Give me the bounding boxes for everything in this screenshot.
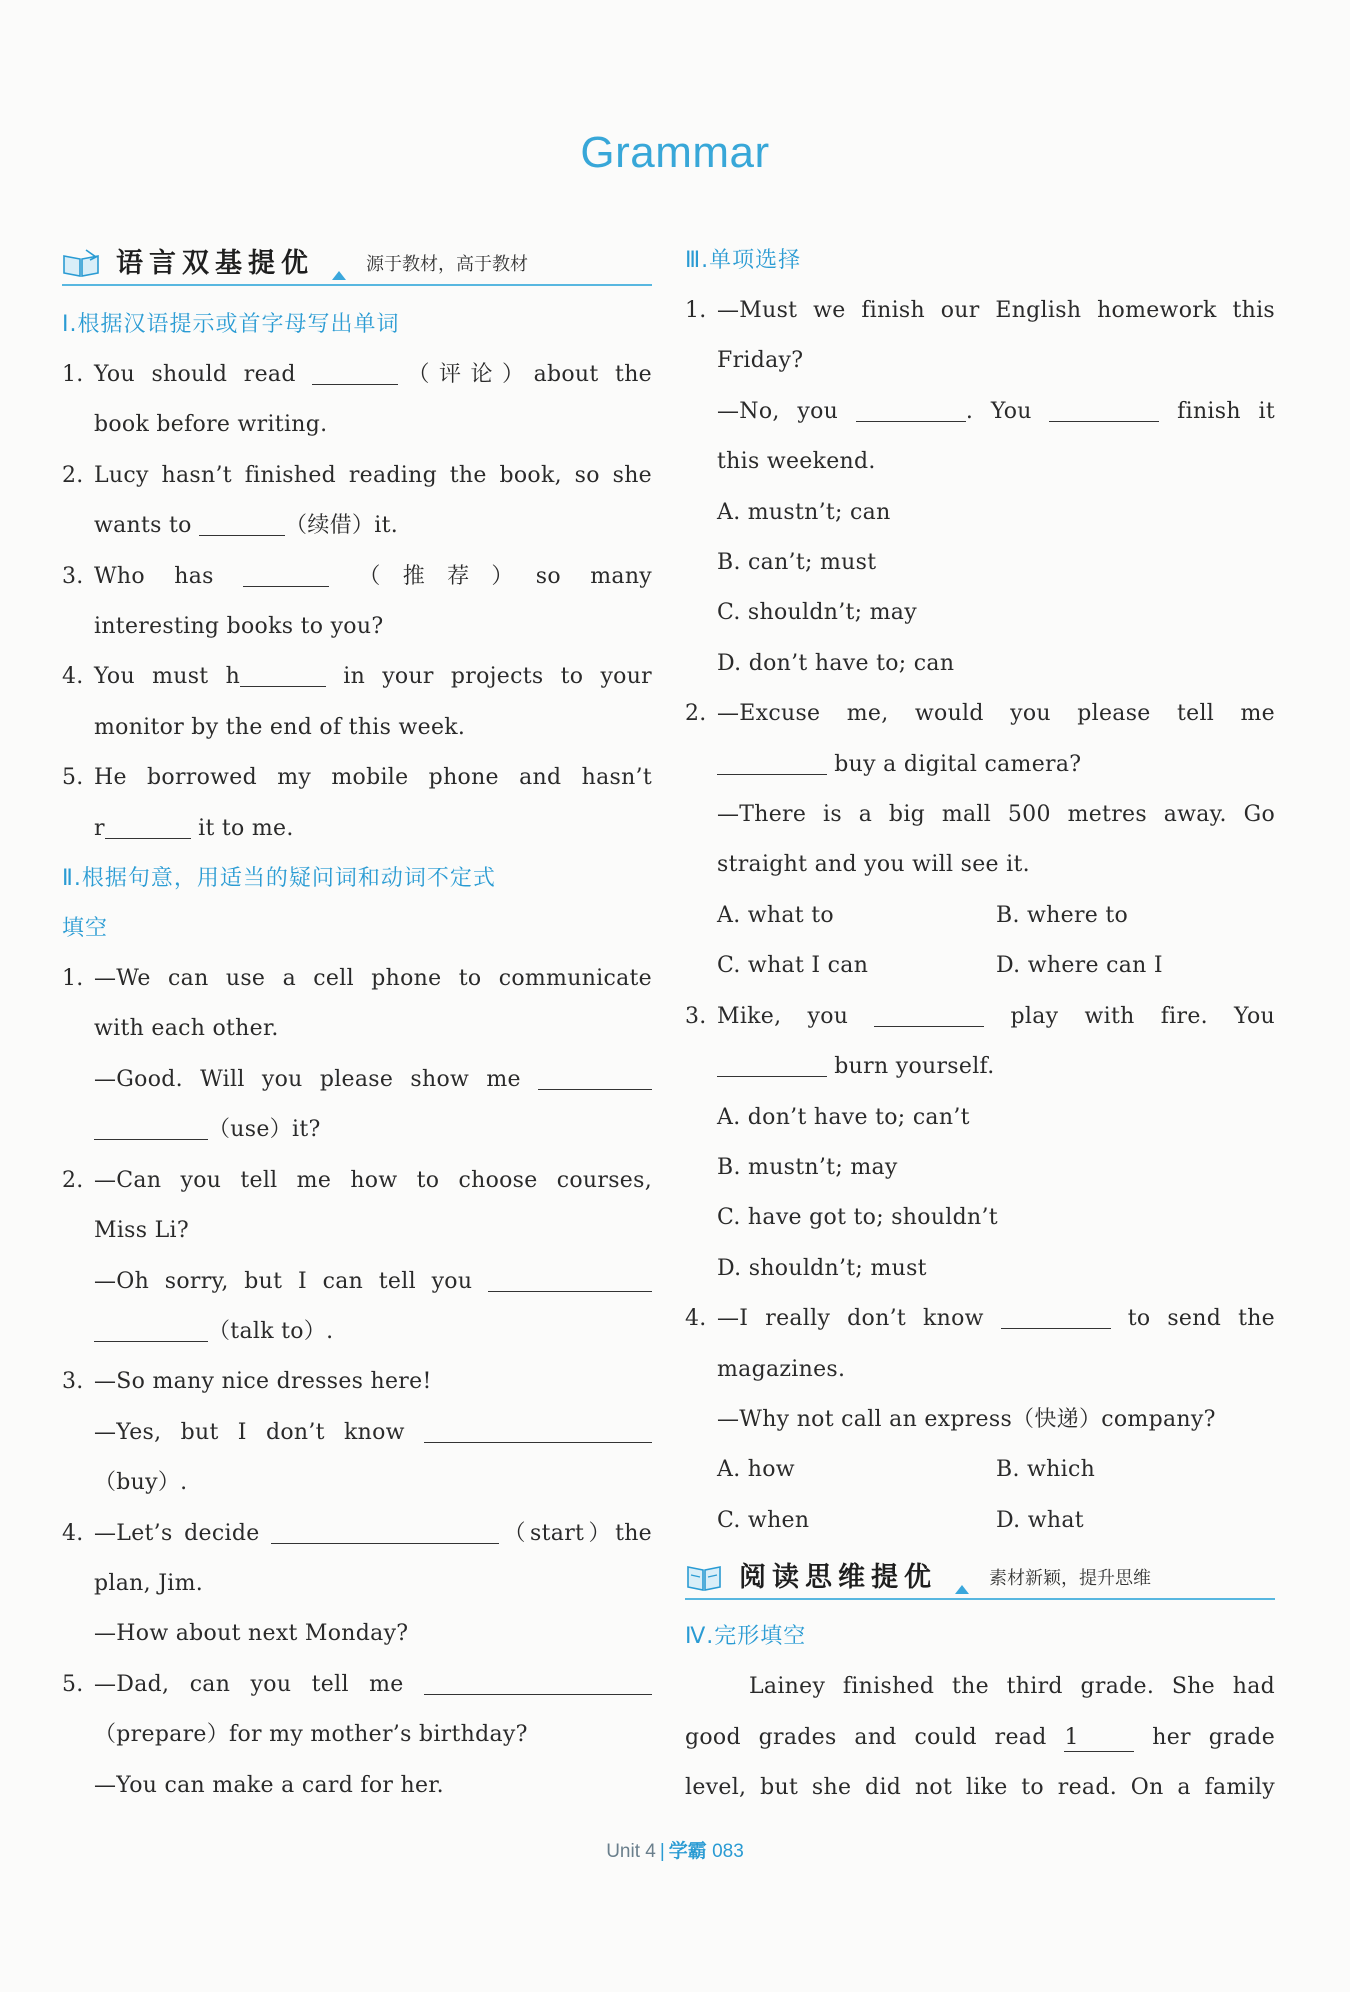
- section-heading-1: Ⅰ.根据汉语提示或首字母写出单词: [62, 312, 400, 337]
- option[interactable]: A. mustn’t; can: [717, 499, 891, 525]
- cloze-passage: Lainey finished the third grade. She had good grades and could read 1 her grade level, but she did not like to read. On a family: [685, 1674, 1276, 1800]
- exercise-2-4: 4. —Let’s decide （start）the plan, Jim. —How about next Monday?: [62, 1520, 653, 1647]
- mc-question-1: 1. —Must we finish our English homework this Friday? —No, you . You finish it this weekend. A. mustn’t; can B. can’t; must C. shouldn’t; may D. don’t have to; can: [685, 286, 1275, 689]
- answer-blank[interactable]: [243, 564, 329, 587]
- answer-blank[interactable]: [1049, 399, 1159, 422]
- option[interactable]: B. which: [996, 1457, 1096, 1483]
- option[interactable]: C. shouldn’t; may: [717, 600, 917, 626]
- answer-blank[interactable]: [1001, 1306, 1111, 1329]
- unit-label: Unit 4: [606, 1841, 656, 1862]
- triangle-marker-icon: [332, 271, 346, 280]
- answer-blank[interactable]: [488, 1269, 652, 1292]
- brand-label: 学霸: [668, 1841, 707, 1862]
- section-banner-basics: [62, 238, 652, 286]
- answer-blank[interactable]: [94, 1117, 208, 1140]
- option[interactable]: B. can’t; must: [717, 550, 877, 576]
- divider: |: [659, 1841, 665, 1862]
- exercise-1-5: 5. He borrowed my mobile phone and hasn’t r it to me.: [62, 765, 652, 841]
- option[interactable]: D. where can I: [996, 953, 1163, 979]
- section-heading-4: Ⅳ.完形填空: [685, 1624, 807, 1650]
- answer-blank[interactable]: [856, 399, 966, 422]
- mc-question-2: 2. —Excuse me, would you please tell me buy a digital camera? —There is a big mall 500 metres away. Go straight and you will see it. A. what to B. where to C. what I can D. where can I: [685, 689, 1275, 991]
- exercise-1-2: 2. Lucy hasn’t finished reading the book, so she wants to （续借）it.: [62, 462, 652, 539]
- mc-question-3: 3. Mike, you play with fire. You burn yourself. A. don’t have to; can’t B. mustn’t; may C. have got to; shouldn’t D. shouldn’t; must: [685, 992, 1275, 1294]
- option[interactable]: C. when: [717, 1507, 810, 1533]
- option[interactable]: D. shouldn’t; must: [717, 1255, 927, 1281]
- option[interactable]: B. where to: [996, 902, 1129, 928]
- answer-blank[interactable]: [199, 513, 285, 536]
- cloze-blank-1[interactable]: 1: [1064, 1725, 1134, 1752]
- answer-blank[interactable]: [105, 816, 191, 839]
- answer-blank[interactable]: [424, 1420, 652, 1443]
- page-number: 083: [712, 1841, 744, 1862]
- option[interactable]: D. what: [996, 1507, 1084, 1533]
- answer-blank[interactable]: [424, 1672, 652, 1695]
- answer-blank[interactable]: [312, 362, 398, 385]
- answer-blank[interactable]: [717, 752, 827, 775]
- exercise-2-1: 1. —We can use a cell phone to communicate with each other. —Good. Will you please show me （use）it?: [62, 966, 652, 1143]
- answer-blank[interactable]: [717, 1054, 827, 1077]
- option[interactable]: A. don’t have to; can’t: [717, 1104, 970, 1130]
- open-book-icon: [62, 248, 100, 278]
- answer-blank[interactable]: [874, 1004, 984, 1027]
- option[interactable]: A. how: [717, 1457, 795, 1483]
- exercise-2-3: 3. —So many nice dresses here! —Yes, but I don’t know （buy）.: [62, 1357, 652, 1508]
- answer-blank[interactable]: [538, 1067, 652, 1090]
- answer-blank[interactable]: [271, 1521, 499, 1544]
- page-footer: [0, 1836, 1350, 1863]
- exercise-1-3: 3. Who has （推荐）so many interesting books to you?: [62, 563, 653, 640]
- page-title: Grammar: [580, 128, 770, 177]
- exercise-1-4: 4. You must h in your projects to your monitor by the end of this week.: [62, 664, 653, 740]
- exercise-1-1: 1. You should read （评论）about the book before writing.: [62, 362, 652, 438]
- exercise-2-2: 2. —Can you tell me how to choose courses, Miss Li? —Oh sorry, but I can tell you （talk to）.: [62, 1167, 652, 1344]
- mc-question-4: 4. —I really don’t know to send the magazines. —Why not call an express（快递）company? A. how B. which C. when D. what: [685, 1294, 1275, 1546]
- triangle-marker-icon: [955, 1585, 969, 1594]
- exercise-2-5: 5. —Dad, can you tell me （prepare）for my mother’s birthday? —You can make a card for her.: [62, 1660, 652, 1811]
- banner-title: 语言双基提优: [116, 248, 314, 279]
- answer-blank[interactable]: [240, 664, 326, 687]
- section-heading-3: Ⅲ.单项选择: [685, 248, 802, 273]
- left-column: [62, 238, 652, 1811]
- section-heading-2: Ⅱ.根据句意，用适当的疑问词和动词不定式: [62, 866, 496, 892]
- option[interactable]: A. what to: [717, 902, 834, 928]
- answer-blank[interactable]: [94, 1319, 208, 1342]
- option[interactable]: C. have got to; shouldn’t: [717, 1205, 998, 1231]
- option[interactable]: D. don’t have to; can: [717, 650, 955, 676]
- book-icon: [685, 1562, 723, 1592]
- option[interactable]: B. mustn’t; may: [717, 1154, 898, 1180]
- banner-subtitle: 素材新颖，提升思维: [989, 1568, 1151, 1590]
- section-heading-2-cont: 填空: [62, 916, 109, 942]
- option[interactable]: C. what I can: [717, 953, 869, 979]
- banner-title: 阅读思维提优: [739, 1562, 937, 1594]
- section-banner-reading: [685, 1552, 1275, 1600]
- right-column: [685, 238, 1275, 1813]
- banner-subtitle: 源于教材，高于教材: [366, 254, 528, 275]
